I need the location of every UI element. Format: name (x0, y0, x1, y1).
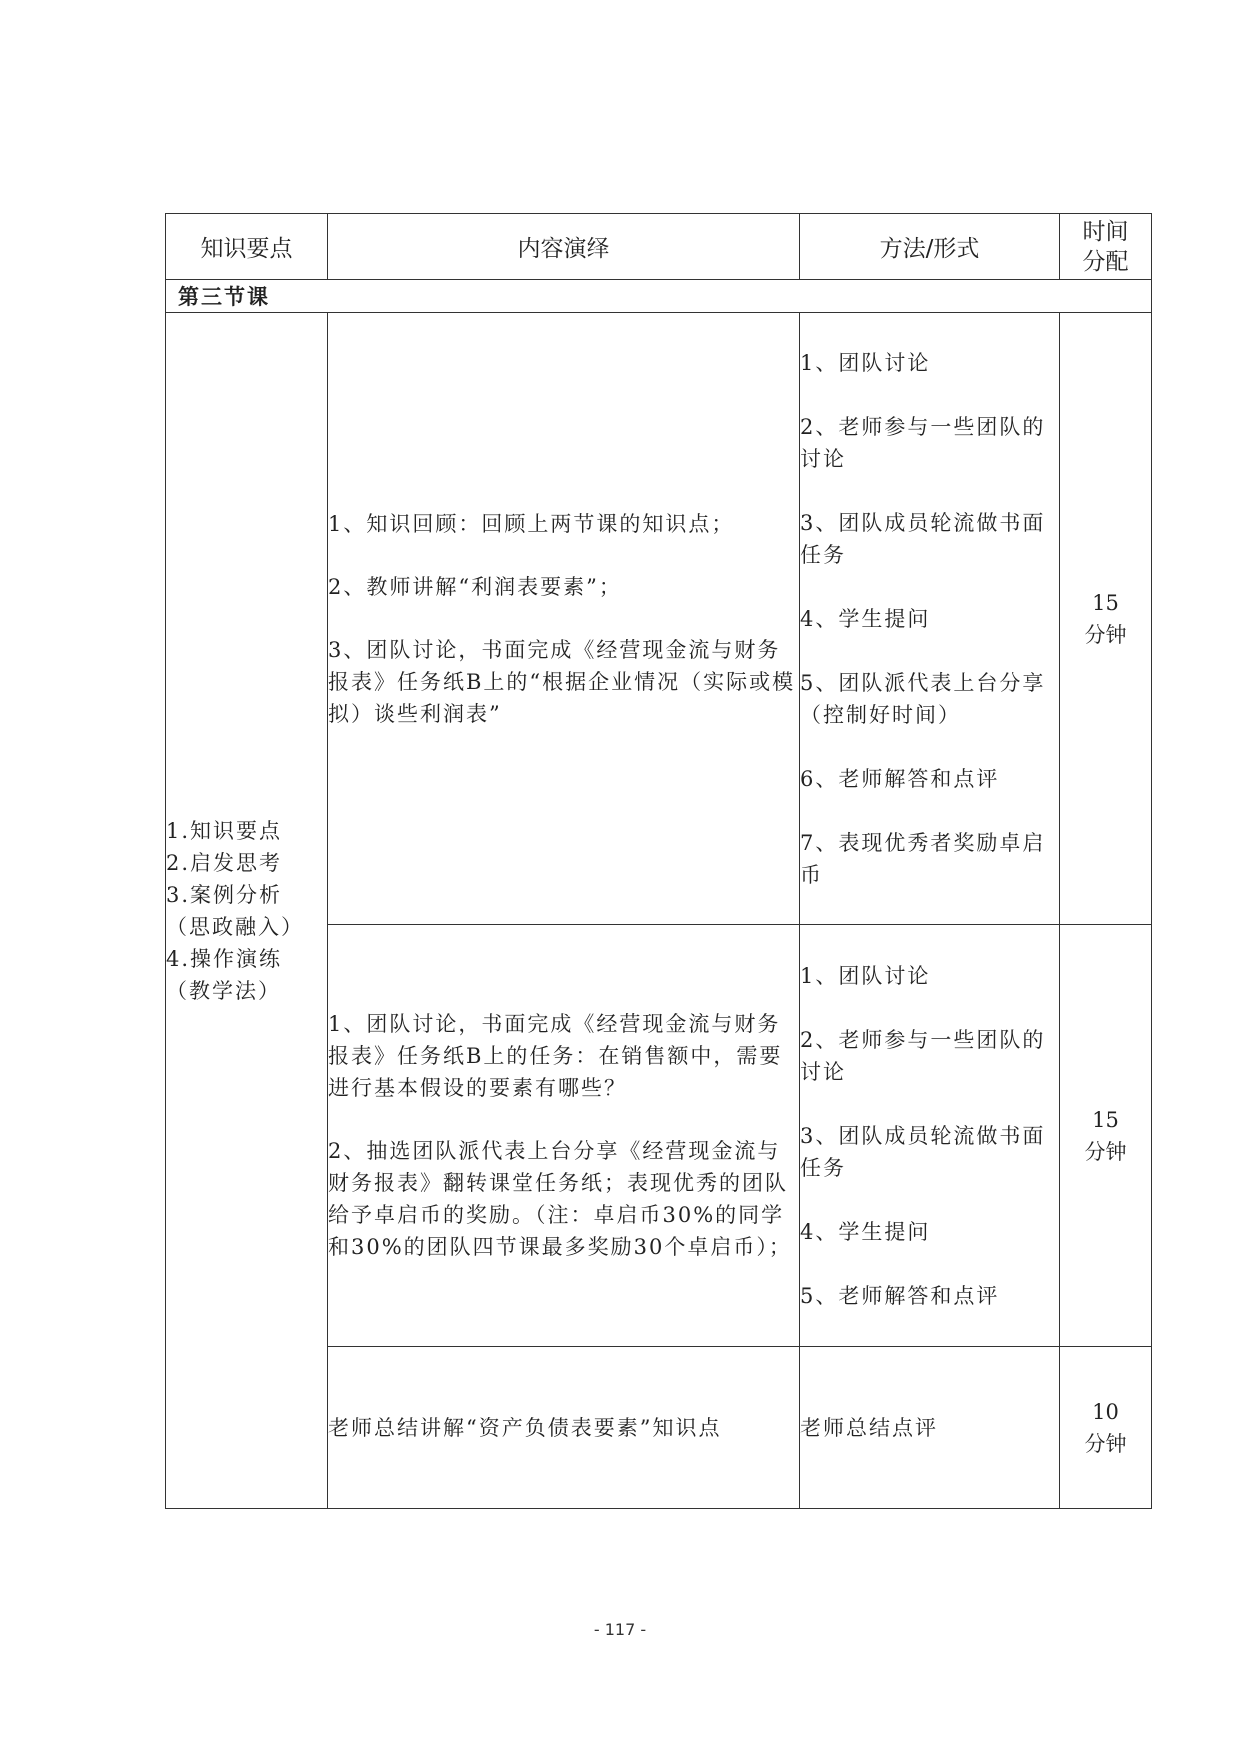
time-value: 10 (1092, 1399, 1119, 1424)
content-cell (328, 1347, 800, 1509)
method-item: 3、团队成员轮流做书面任务 (800, 1123, 1046, 1180)
method-item: 老师总结点评 (800, 1415, 938, 1440)
knowledge-point: （思政融入） (166, 914, 304, 939)
time-cell (1060, 313, 1152, 925)
time-cell (1060, 1347, 1152, 1509)
knowledge-point: 2.启发思考 (166, 850, 283, 875)
method-cell (800, 1347, 1060, 1509)
knowledge-point: （教学法） (166, 978, 281, 1003)
content-item: 3、团队讨论，书面完成《经营现金流与财务报表》任务纸B上的“根据企业情况（实际或模拟）谈些利润表” (328, 637, 796, 726)
knowledge-point: 3.案例分析 (166, 882, 283, 907)
time-unit: 分钟 (1084, 1431, 1127, 1456)
header-method: 方法/形式 (800, 214, 1060, 280)
header-time (1060, 214, 1152, 280)
table-row (166, 313, 1152, 925)
time-unit: 分钟 (1084, 1139, 1127, 1164)
header-time-line1: 时间 (1082, 218, 1129, 245)
knowledge-point: 4.操作演练 (166, 946, 283, 971)
time-unit: 分钟 (1084, 622, 1127, 647)
content-cell (328, 925, 800, 1347)
header-content: 内容演绎 (328, 214, 800, 280)
content-item: 1、团队讨论，书面完成《经营现金流与财务报表》任务纸B上的任务：在销售额中，需要进行基本假设的要素有哪些？ (328, 1012, 783, 1100)
method-item: 7、表现优秀者奖励卓启币 (800, 830, 1046, 887)
method-item: 2、老师参与一些团队的讨论 (800, 1027, 1046, 1084)
content-item: 2、抽选团队派代表上台分享《经营现金流与财务报表》翻转课堂任务纸；表现优秀的团队给予卓启币的奖励。（注：卓启币30%的同学和30%的团队四节课最多奖励30个卓启币）； (328, 1139, 792, 1259)
time-value: 15 (1092, 1107, 1119, 1132)
method-item: 4、学生提问 (800, 1219, 931, 1244)
knowledge-points-cell (166, 313, 328, 1509)
method-item: 2、老师参与一些团队的讨论 (800, 414, 1046, 471)
section-row (166, 280, 1152, 313)
page-number: - 117 - (593, 1620, 647, 1639)
method-cell (800, 313, 1060, 925)
method-item: 5、团队派代表上台分享（控制好时间） (800, 670, 1046, 727)
content-item: 1、知识回顾：回顾上两节课的知识点； (328, 511, 735, 536)
header-knowledge-points: 知识要点 (166, 214, 328, 280)
method-cell (800, 925, 1060, 1347)
lesson-plan-table (165, 213, 1152, 1509)
method-item: 4、学生提问 (800, 606, 931, 631)
method-item: 3、团队成员轮流做书面任务 (800, 510, 1046, 567)
content-cell (328, 313, 800, 925)
time-value: 15 (1092, 590, 1119, 615)
content-item: 2、教师讲解“利润表要素”； (328, 574, 622, 599)
method-item: 1、团队讨论 (800, 350, 931, 375)
method-item: 6、老师解答和点评 (800, 766, 1000, 791)
method-item: 1、团队讨论 (800, 963, 931, 988)
time-cell (1060, 925, 1152, 1347)
knowledge-point: 1.知识要点 (166, 818, 283, 843)
header-time-line2: 分配 (1082, 248, 1129, 275)
table-header-row (166, 214, 1152, 280)
content-item: 老师总结讲解“资产负债表要素”知识点 (328, 1415, 722, 1440)
section-title: 第三节课 (166, 280, 1152, 313)
method-item: 5、老师解答和点评 (800, 1283, 1000, 1308)
